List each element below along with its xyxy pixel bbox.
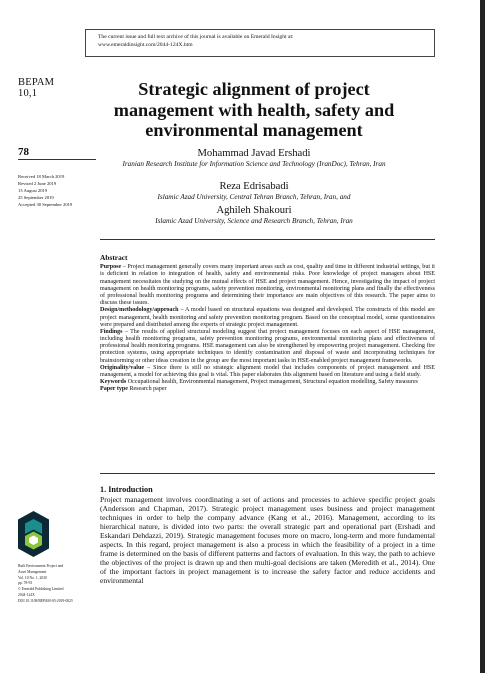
- originality-label: Originality/value: [100, 364, 145, 371]
- date-line: Received 18 March 2019: [18, 174, 65, 179]
- page-edge-rule: [480, 0, 485, 673]
- received-dates: [18, 173, 72, 208]
- journal-abbreviation: BEPAM: [18, 77, 55, 88]
- purpose-label: Purpose: [100, 264, 122, 271]
- section-rule: [100, 239, 435, 240]
- section-title: 1. Introduction: [100, 485, 153, 494]
- abstract-purpose: [100, 264, 435, 307]
- paper-type-text: Research paper: [127, 386, 167, 393]
- date-line: Accepted 30 September 2019: [18, 202, 73, 207]
- paper-title: Strategic alignment of project management with health, safety and environmental management: [113, 79, 395, 140]
- publisher-logo: [18, 511, 49, 557]
- design-text: – A model based on structural equations was designed and developed. The constructs of this model are project management, health monitoring and safety prevention monitoring program. Based on the conceptual model, some questionnaires were prepared and distributed among the experts of strategic project management.: [100, 307, 435, 328]
- introduction: [100, 486, 435, 585]
- findings-label: Findings: [100, 328, 123, 335]
- pubinfo-line: Built Environment Project and: [18, 564, 64, 568]
- introduction-text: Project management involves coordinating a set of actions and processes to achieve specific project goals (Andersson and Chapman, 2017). Strategic project management uses business and project management techniques in order to help the company advance (Kang et al., 2016). Management, according to its hierarchical nature, is divided into two parts: the overall strategic part and operational part (Ershadi and Eskandari Dehdazzi, 2019). Strategic management focuses more on macro, long-term and more fundamental aspects. In this regard, project management is also a process in which the feasibility of a project in a time frame is determined on the basis of different patterns and factors of evaluation. In this way, the path to achieve the objectives of the project is drawn up and then multi-goal decisions are taken (Meredith et al., 2014). One of the important factors in project management is to increase the safety factor and reduce accidents and environmental: [100, 494, 435, 585]
- abstract: [100, 254, 435, 394]
- date-line: Revised 2 June 2019: [18, 181, 57, 186]
- pubinfo-line: DOI 10.1108/BEPAM-03-2019-0025: [18, 598, 73, 603]
- pubinfo-line: 2044-124X: [18, 592, 35, 597]
- abstract-originality: [100, 365, 435, 379]
- keywords-text: Occupational health, Environmental management, Project management, Structural equation modelling, Safety measures: [126, 379, 418, 386]
- publication-info: [18, 564, 73, 605]
- author-affiliation: Iranian Research Institute for Information Science and Technology (IranDoc), Tehran, Iran: [122, 160, 386, 168]
- paper-type-label: Paper type: [100, 386, 128, 393]
- pubinfo-line: Asset Management: [18, 569, 47, 574]
- author-block: [94, 205, 414, 226]
- author-affiliation: Islamic Azad University, Science and Research Branch, Tehran, Iran: [155, 217, 353, 225]
- paper-type: [100, 386, 435, 393]
- author-name: Reza Edrisabadi: [219, 181, 289, 192]
- access-notice-line: The current issue and full text archive of this journal is available on Emerald Insight at:: [98, 34, 294, 40]
- abstract-design: [100, 307, 435, 329]
- pubinfo-line: pp. 78-93: [18, 581, 33, 586]
- journal-id: [18, 77, 54, 99]
- author-name: Mohammad Javad Ershadi: [197, 148, 311, 159]
- findings-text: – The results of applied structural modeling suggest that project management focuses on each aspect of HSE management, including health monitoring programs, safety prevention monitoring programs, environmental monitoring plans and effectiveness of professional health monitoring programs. HSE management can also be strengthened by empowering project management. Checking fire protection systems, using appropriate techniques to identify contamination and disposal of waste and incorporating techniques for brainstorming or other ideas creation in the group are the most important tasks in HSE-enabled project management frameworks.: [100, 328, 435, 364]
- author-block: [94, 181, 414, 202]
- author-block: [94, 148, 414, 169]
- keywords: [100, 379, 435, 386]
- access-notice-box: [85, 29, 435, 57]
- journal-url: www.emeraldinsight.com/2044-124X.htm: [98, 42, 193, 48]
- section-rule: [100, 473, 435, 474]
- date-line: 25 September 2019: [18, 195, 54, 200]
- keywords-label: Keywords: [100, 379, 127, 386]
- author-affiliation: Islamic Azad University, Central Tehran Branch, Tehran, Iran, and: [157, 193, 351, 201]
- margin-divider: [18, 159, 96, 160]
- design-label: Design/methodology/approach: [100, 307, 179, 314]
- journal-volume: 10,1: [18, 88, 38, 99]
- pubinfo-line: © Emerald Publishing Limited: [18, 587, 64, 592]
- abstract-findings: [100, 329, 435, 365]
- originality-text: – Since there is still no strategic alignment model that includes components of project management and HSE management, a model for achieving this goal is vital. This paper elaborates this alignment based on literature and using a field study.: [100, 364, 435, 378]
- pubinfo-line: Vol. 10 No. 1, 2020: [18, 575, 47, 580]
- purpose-text: – Project management generally covers many important areas such as cost, quality and time in different industrial settings, but it is deficient in relation to integration of health, safety and environmental risks. Poor knowledge of project managers about HSE management necessitates the studying on the mutual effects of HSE and project management. Hence, investigating the impact of project management on health monitoring programs, safety prevention monitoring, environmental monitoring plans and finally the effectiveness of professional health monitoring programs and determining their importance are main objectives of this research. The paper aims to discuss these issues.: [100, 264, 435, 307]
- author-name: Aghileh Shakouri: [216, 205, 292, 216]
- page-number: 78: [18, 146, 29, 158]
- abstract-heading: Abstract: [100, 253, 128, 262]
- date-line: 13 August 2019: [18, 188, 48, 193]
